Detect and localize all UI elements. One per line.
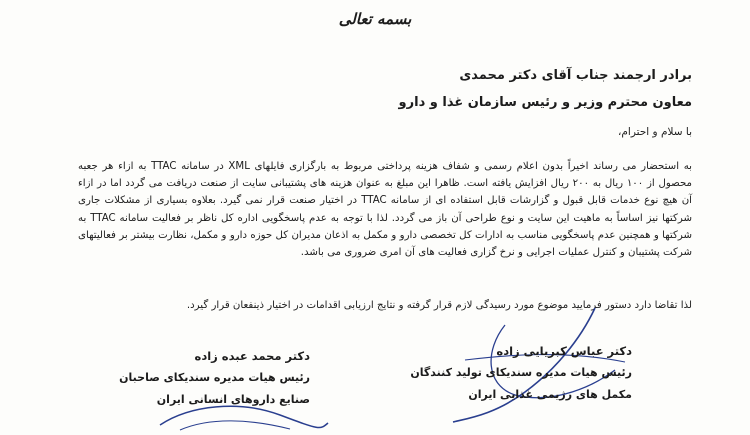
signatory-title: رئیس هیات مدیره سندیکای صاحبان [119,371,310,384]
closing-line: لذا تقاضا دارد دستور فرمایید موضوع مورد رسیدگی لازم قرار گرفته و نتایج ارزیابی اقدامات در اختیار ذینفعان قرار گیرد. [186,300,692,311]
signatory-organization: صنایع داروهای انسانی ایران [156,393,310,406]
recipient-block [52,62,692,116]
recipient-name: برادر ارجمند جناب آقای دکتر محمدی [459,68,692,83]
signatory-name: دکتر عباس کبریایی زاده [496,344,632,358]
letter-heading: بسمه تعالی [338,10,412,28]
letter-body: به استحضار می رساند اخیراً بدون اعلام رسمی و شفاف هزینه پرداختی مربوط به بارگزاری فایلهای XML در سامانه TTAC به ازاء هر جعبه محصول از ۱۰۰ ریال به ۲۰۰ ریال افزایش یافته است. ظاهرا این مبلغ به عنوان هزینه های پشتیبانی سایت از صنعت دریافت می گردد اما در ازاء آن هیچ نوع خدمات قابل قبول و گزارشات قابل استفاده ای از سامانه TTAC در اختیار صنعت قرار نمی گیرد. بعلاوه بسیاری از مشکلات جاری شرکتها نیز اساساً به ماهیت این سایت و نوع طراحی آن باز می گردد. لذا با توجه به عدم پاسخگویی اداره کل ناظر بر فعالیت سامانه TTAC به شرکتها و همچنین عدم پاسخگویی مناسب به ادارات کل تخصصی دارو و مکمل به اذعان مدیران کل حوزه دارو و مکمل، نظارت بیشتر بر فعالیتهای شرکت پشتیبان و کنترل عملیات اجرایی و نرخ گزاری فعالیت های آن امری ضروری می باشد. [78,161,693,259]
signature-block-right [402,340,632,406]
signature-block-left [60,345,310,411]
signatory-name: دکتر محمد عبده زاده [194,349,310,363]
recipient-title: معاون محترم وزیر و رئیس سازمان غذا و دارو [398,95,692,110]
salutation: با سلام و احترام، [618,126,692,138]
signatory-title: رئیس هیات مدیره سندیکای تولید کنندگان [410,366,632,379]
signatory-organization: مکمل های رژیمی غذایی ایران [468,388,632,401]
